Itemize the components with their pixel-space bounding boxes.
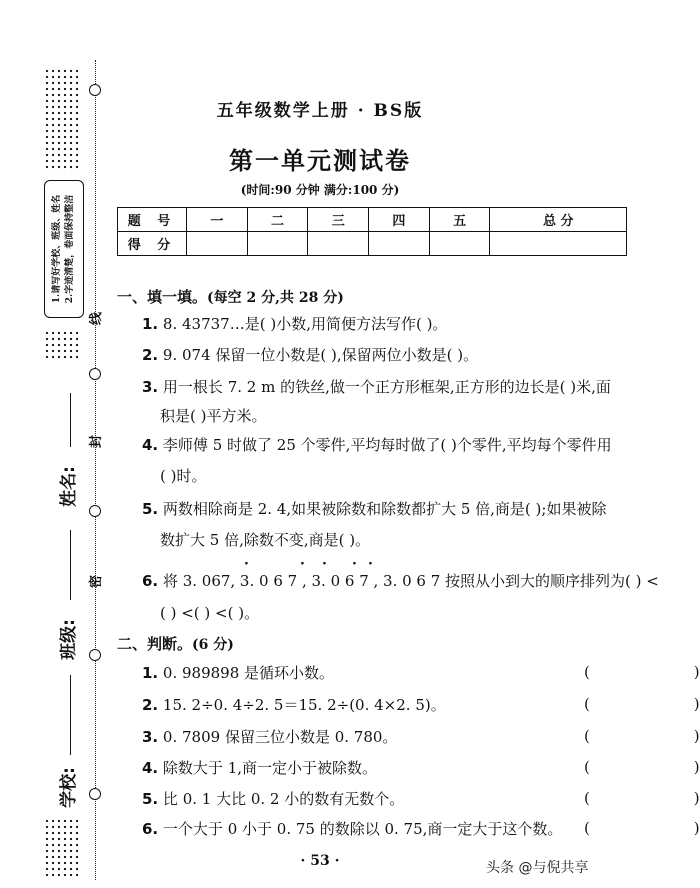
question-number: 3.	[142, 728, 159, 746]
score-table-cell: 题 号	[118, 208, 187, 232]
question-number: 4.	[142, 759, 159, 777]
question-item	[142, 435, 612, 455]
score-entry-cell[interactable]	[308, 232, 369, 256]
question-text: 两数相除商是 2. 4,如果被除数和除数都扩大 5 倍,商是( );如果被除	[162, 500, 607, 518]
notice-line-2: 2.字迹清楚，卷面保持整洁	[65, 194, 75, 304]
question-item-continued	[160, 530, 370, 550]
question-number: 2.	[142, 346, 159, 364]
seal-char-mi: 密	[89, 574, 105, 589]
binding-ring	[89, 788, 101, 800]
repeating-dot-mark: ·	[368, 556, 373, 572]
page-title: 第一单元测试卷	[229, 147, 411, 175]
binding-ring	[89, 368, 101, 380]
dot-pattern-bottom	[44, 818, 80, 878]
answer-paren[interactable]: ( )	[584, 695, 700, 713]
answer-paren[interactable]: ( )	[584, 819, 700, 837]
class-underline	[70, 530, 71, 600]
question-item	[142, 571, 659, 591]
question-text: 将 3. 067, 3. 0 6 7 , 3. 0 6 7 , 3. 0 6 7 按照从小到大的顺序排列为( ) <	[162, 572, 659, 590]
question-item	[142, 314, 447, 334]
school-underline	[70, 675, 71, 755]
question-number: 4.	[142, 436, 159, 454]
answer-paren[interactable]: ( )	[584, 727, 700, 745]
score-table-score-row	[118, 232, 627, 256]
question-item	[142, 377, 611, 397]
score-table-cell: 总 分	[490, 208, 627, 232]
question-text: 15. 2÷0. 4÷2. 5＝15. 2÷(0. 4×2. 5)。	[162, 696, 446, 714]
score-table-cell: 四	[369, 208, 430, 232]
score-table-cell: 三	[308, 208, 369, 232]
score-entry-cell[interactable]	[187, 232, 248, 256]
question-text: ( ) <( ) <( )。	[160, 604, 260, 622]
question-item	[142, 345, 478, 365]
question-text: 一个大于 0 小于 0. 75 的数除以 0. 75,商一定大于这个数。	[162, 820, 563, 838]
binding-ring	[89, 84, 101, 96]
section-heading	[117, 286, 344, 307]
question-number: 1.	[142, 315, 159, 333]
score-table-cell: 五	[429, 208, 490, 232]
judge-item	[142, 758, 377, 778]
binding-notice-text	[51, 195, 77, 303]
binding-notice-box	[44, 180, 84, 318]
question-text: 0. 7809 保留三位小数是 0. 780。	[162, 728, 398, 746]
dot-pattern-mid	[44, 330, 80, 360]
question-text: 9. 074 保留一位小数是( ),保留两位小数是( )。	[162, 346, 479, 364]
question-number: 1.	[142, 664, 159, 682]
judge-item	[142, 695, 446, 715]
judge-item	[142, 663, 334, 683]
exam-meta: (时间:90 分钟 满分:100 分)	[240, 183, 400, 197]
question-text: 积是( )平方米。	[160, 407, 267, 425]
section-heading-text: 二、判断。	[117, 635, 193, 653]
name-label: 姓名:	[58, 466, 79, 507]
school-label: 学校:	[58, 767, 79, 808]
score-table-cell: 一	[187, 208, 248, 232]
binding-ring	[89, 649, 101, 661]
question-text: 0. 989898 是循环小数。	[162, 664, 335, 682]
question-item-continued	[160, 406, 266, 426]
class-label: 班级:	[58, 619, 79, 660]
judge-item	[142, 727, 397, 747]
question-text: 除数大于 1,商一定小于被除数。	[162, 759, 378, 777]
score-table-cell: 得 分	[118, 232, 187, 256]
question-text: 李师傅 5 时做了 25 个零件,平均每时做了( )个零件,平均每个零件用	[162, 436, 612, 454]
page-number: · 53 ·	[300, 853, 340, 869]
question-item-continued	[160, 603, 259, 623]
name-underline	[70, 393, 71, 447]
section-heading	[117, 633, 234, 654]
watermark: 头条 @与倪共享	[486, 860, 589, 876]
score-entry-cell[interactable]	[429, 232, 490, 256]
section-heading-note: (每空 2 分,共 28 分)	[207, 290, 344, 306]
question-number: 2.	[142, 696, 159, 714]
answer-paren[interactable]: ( )	[584, 789, 700, 807]
question-text: 8. 43737…是( )小数,用简便方法写作( )。	[162, 315, 448, 333]
question-text: 比 0. 1 大比 0. 2 小的数有无数个。	[162, 790, 405, 808]
answer-paren[interactable]: ( )	[584, 663, 700, 681]
score-table	[117, 207, 627, 256]
question-number: 6.	[142, 572, 159, 590]
score-entry-cell[interactable]	[247, 232, 308, 256]
question-number: 5.	[142, 790, 159, 808]
question-number: 6.	[142, 820, 159, 838]
question-item-continued	[160, 466, 206, 486]
judge-item	[142, 789, 404, 809]
judge-item	[142, 819, 562, 839]
score-entry-cell[interactable]	[369, 232, 430, 256]
question-text: 用一根长 7. 2 m 的铁丝,做一个正方形框架,正方形的边长是( )米,面	[162, 378, 611, 396]
question-text: 数扩大 5 倍,除数不变,商是( )。	[160, 531, 371, 549]
notice-line-1: 1.请写好学校、班级、姓名	[52, 194, 62, 304]
score-table-cell: 二	[247, 208, 308, 232]
seal-char-xian: 线	[89, 311, 105, 326]
subject-title: 五年级数学上册 · BS版	[216, 101, 424, 121]
score-entry-cell[interactable]	[490, 232, 627, 256]
repeating-dot-mark: ·	[352, 556, 357, 572]
answer-paren[interactable]: ( )	[584, 758, 700, 776]
repeating-dot-mark: ·	[300, 556, 305, 572]
binding-ring	[89, 505, 101, 517]
question-text: ( )时。	[160, 467, 207, 485]
section-heading-note: (6 分)	[192, 637, 234, 653]
question-item	[142, 499, 606, 519]
repeating-dot-mark: ·	[244, 556, 249, 572]
question-number: 5.	[142, 500, 159, 518]
seal-char-feng: 封	[89, 434, 105, 449]
question-number: 3.	[142, 378, 159, 396]
repeating-dot-mark: ·	[322, 556, 327, 572]
section-heading-text: 一、填一填。	[117, 288, 208, 306]
score-table-header-row	[118, 208, 627, 232]
